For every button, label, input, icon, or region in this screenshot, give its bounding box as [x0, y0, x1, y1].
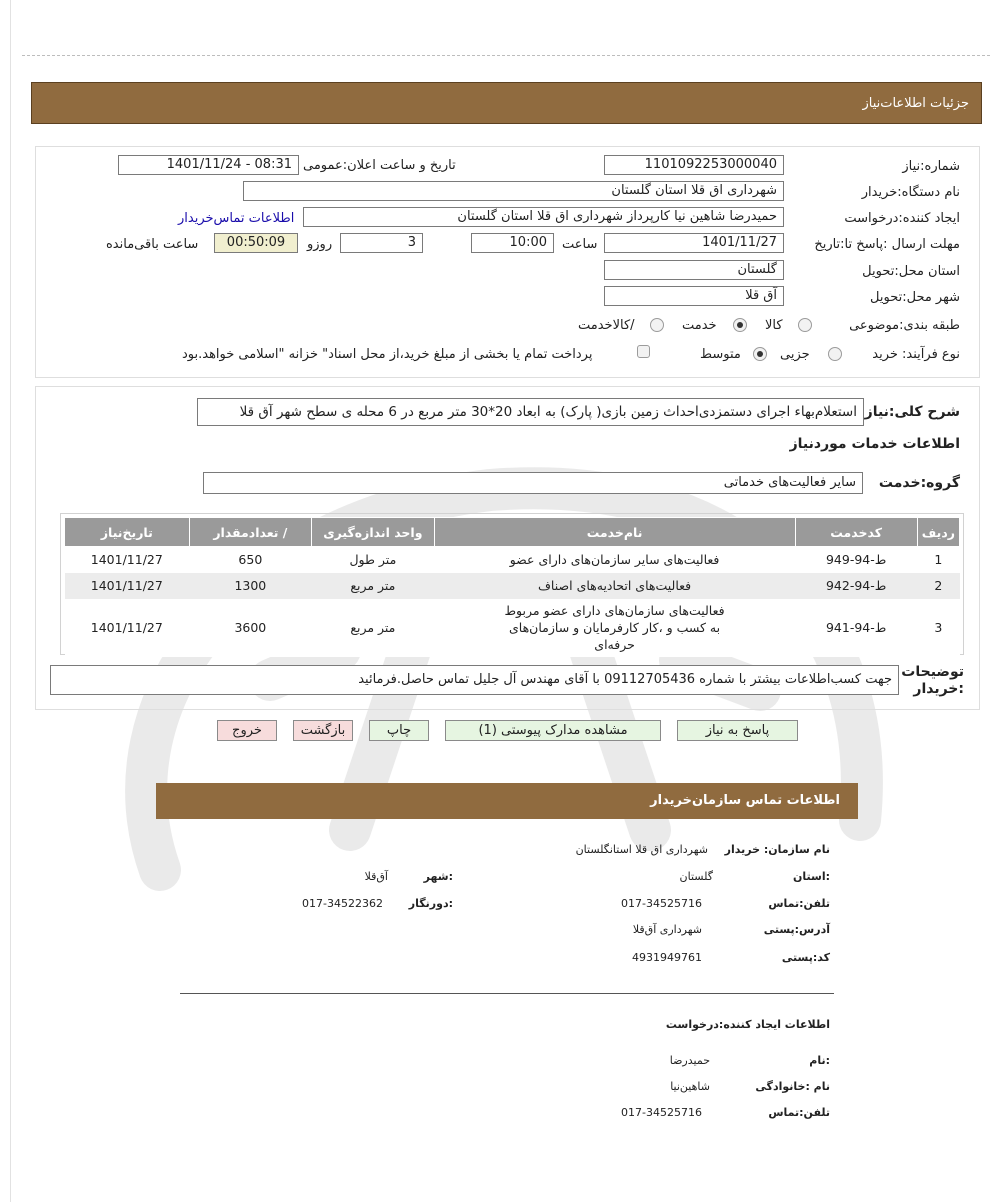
creator-family-label: نام :خانوادگی [755, 1080, 830, 1093]
contact-city-label: :شهر [423, 870, 453, 883]
items-table [64, 517, 960, 657]
contact-address-label: آدرس:پستی [763, 923, 830, 936]
contact-phone-label: تلفن:تماس [768, 897, 830, 910]
breadcrumb: جزئیات اطلاعات‌نیاز [862, 96, 969, 111]
contact-province-label: :استان [793, 870, 830, 883]
table-cell: 1300 [189, 573, 311, 599]
province-label: استان محل:تحویل [862, 264, 960, 279]
buyer-org-label: نام دستگاه:خریدار [861, 185, 960, 200]
buyer-contact-link[interactable]: اطلاعات تماس‌خریدار [178, 211, 295, 226]
table-row [65, 599, 960, 657]
requester-field: حمیدرضا شاهین نیا کارپرداز شهرداری اق قلا استان گلستان [303, 207, 784, 227]
category-goods-radio[interactable] [798, 318, 812, 332]
table-cell: فعالیت‌های سازمان‌های دارای عضو مربوط به کسب و ،کار کارفرمایان و سازمان‌های حرفه‌ای [434, 599, 795, 657]
process-medium-radio[interactable] [753, 347, 767, 361]
category-goods-label: کالا [765, 318, 783, 333]
column-header-quantity: / تعدادمقدار [189, 518, 311, 547]
deadline-days-label: روزو [307, 237, 333, 252]
contact-city-value: آق‌قلا [364, 870, 388, 883]
table-row [65, 573, 960, 599]
province-field: گلستان [604, 260, 784, 280]
buyer-notes-label: توضیحات :خریدار [901, 664, 964, 697]
buyer-org-field: شهرداری اق قلا استان گلستان [243, 181, 784, 201]
announce-field: 1401/11/24 - 08:31 [118, 155, 299, 175]
buyer-notes-field: جهت کسب‌اطلاعات بیشتر با شماره 09112705436 با آقای مهندس آل جلیل تماس حاصل.فرمائید [50, 665, 899, 695]
column-header-name: نام‌خدمت [434, 518, 795, 547]
process-minor-radio[interactable] [828, 347, 842, 361]
category-service-label: خدمت [682, 318, 717, 333]
announce-label: تاریخ و ساعت اعلان:عمومی [303, 158, 456, 173]
table-cell: متر مربع [312, 573, 435, 599]
contact-province-value: گلستان [679, 870, 713, 883]
table-cell: متر طول [312, 547, 435, 573]
table-cell: ط-94-942 [795, 573, 917, 599]
creator-name-label: :نام [809, 1054, 830, 1067]
creator-phone-value: 017-34525716 [621, 1106, 702, 1119]
remaining-timer: 00:50:09 [214, 233, 298, 253]
need-number-label: شماره:نیاز [902, 159, 960, 174]
org-name-value: شهرداری اق قلا استانگلستان [575, 843, 708, 856]
city-label: شهر محل:تحویل [870, 290, 960, 305]
table-cell: 1 [917, 547, 959, 573]
column-header-code: کدخدمت [795, 518, 917, 547]
creator-section-title: اطلاعات ایجاد کننده:درخواست [665, 1018, 830, 1031]
table-cell: فعالیت‌های سایر سازمان‌های دارای عضو [434, 547, 795, 573]
left-border [10, 0, 11, 1202]
deadline-time-label: ساعت [562, 237, 598, 252]
contact-address-value: شهرداری آق‌قلا [632, 923, 702, 936]
process-label: نوع فرآیند: خرید [872, 347, 960, 362]
table-cell: ط-94-941 [795, 599, 917, 657]
contact-postal-label: کد:پستی [781, 951, 830, 964]
table-cell: 1401/11/27 [65, 599, 190, 657]
deadline-label: مهلت ارسال :پاسخ تا:تاریخ [814, 237, 960, 252]
print-button[interactable]: چاپ [369, 720, 429, 741]
table-cell: 2 [917, 573, 959, 599]
category-goods-service-radio[interactable] [650, 318, 664, 332]
table-cell: 3600 [189, 599, 311, 657]
creator-name-value: حمیدرضا [669, 1054, 710, 1067]
treasury-payment-note: پرداخت تمام یا بخشی از مبلغ خرید،از محل اسناد" خزانه "اسلامی خواهد.بود [182, 347, 593, 362]
org-name-label: نام سازمان: خریدار [724, 843, 830, 856]
process-minor-label: جزیی [780, 347, 810, 362]
contact-phone-value: 017-34525716 [621, 897, 702, 910]
table-cell: 3 [917, 599, 959, 657]
description-field: استعلام‌بهاء اجرای دستمزدی‌احداث زمین بازی( پارک) به ابعاد 20*30 متر مربع در 6 محله ی سطح شهر آق قلا [197, 398, 864, 426]
contact-fax-label: :دورنگار [408, 897, 453, 910]
top-divider [22, 55, 990, 56]
page-header [31, 82, 982, 124]
city-field: آق قلا [604, 286, 784, 306]
process-medium-label: متوسط [700, 347, 741, 362]
contact-divider [180, 993, 834, 994]
category-service-radio[interactable] [733, 318, 747, 332]
view-documents-button[interactable]: مشاهده مدارک پیوستی (1) [445, 720, 661, 741]
contact-title: اطلاعات تماس سازمان‌خریدار [650, 793, 840, 808]
table-cell: متر مربع [312, 599, 435, 657]
table-row [65, 547, 960, 573]
creator-phone-label: تلفن:تماس [768, 1106, 830, 1119]
need-number-field: 1101092253000040 [604, 155, 784, 175]
contact-postal-value: 4931949761 [632, 951, 702, 964]
contact-fax-value: 017-34522362 [302, 897, 383, 910]
exit-button[interactable]: خروج [217, 720, 277, 741]
service-group-field: سایر فعالیت‌های خدماتی [203, 472, 863, 494]
column-header-unit: واحد اندازه‌گیری [312, 518, 435, 547]
remaining-label: ساعت باقی‌مانده [106, 237, 199, 252]
table-cell: ط-94-949 [795, 547, 917, 573]
creator-family-value: شاهین‌نیا [670, 1080, 710, 1093]
category-label: طبقه بندی:موضوعی [849, 318, 960, 333]
category-goods-service-label: /کالاخدمت [578, 318, 635, 333]
reply-button[interactable]: پاسخ به نیاز [677, 720, 798, 741]
deadline-days-field: 3 [340, 233, 423, 253]
table-cell: 1401/11/27 [65, 547, 190, 573]
deadline-time-field: 10:00 [471, 233, 554, 253]
treasury-payment-checkbox[interactable] [637, 345, 650, 358]
column-header-row: ردیف [917, 518, 959, 547]
table-cell: 650 [189, 547, 311, 573]
service-group-label: گروه:خدمت [878, 475, 960, 491]
column-header-date: تاریخ‌نیاز [65, 518, 190, 547]
contact-header [156, 783, 858, 819]
items-table-header [65, 518, 960, 547]
description-label: شرح کلی:نیاز [864, 404, 960, 420]
back-button[interactable]: بازگشت [293, 720, 353, 741]
requester-label: ایجاد کننده:درخواست [844, 211, 960, 226]
deadline-date-field: 1401/11/27 [604, 233, 784, 253]
table-cell: 1401/11/27 [65, 573, 190, 599]
services-title: اطلاعات خدمات موردنیاز [789, 436, 960, 452]
table-cell: فعالیت‌های اتحادیه‌های اصناف [434, 573, 795, 599]
